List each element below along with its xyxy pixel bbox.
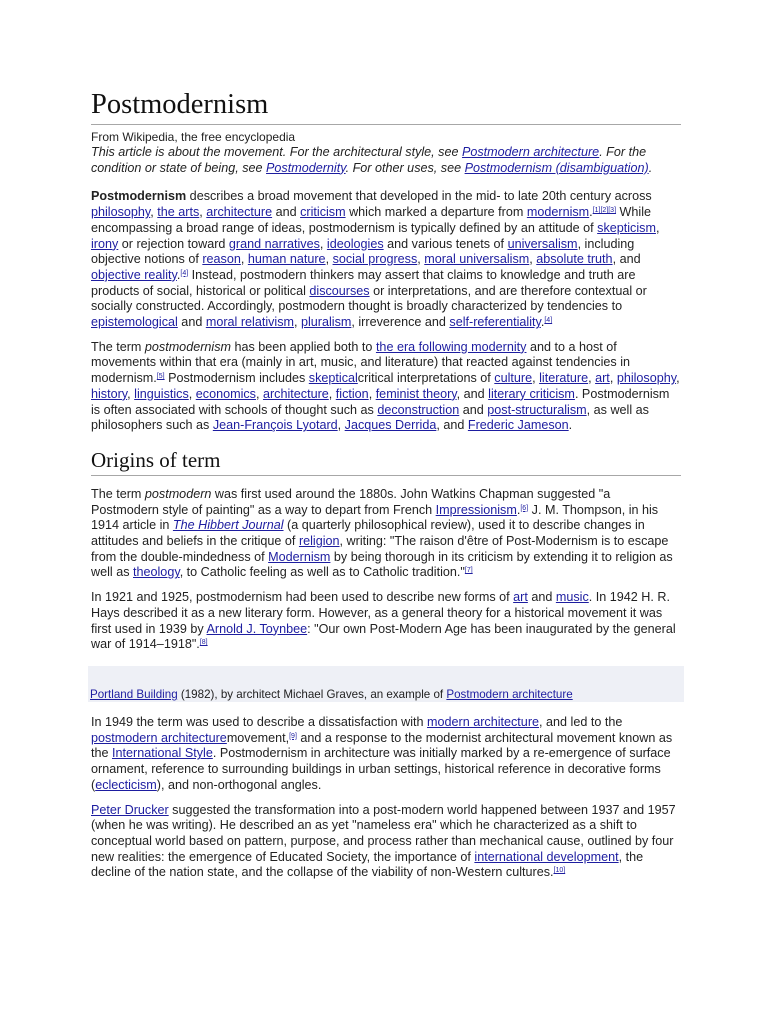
hatnote: [91, 145, 681, 176]
text-run: (1982), by architect Michael Graves, an example of: [177, 687, 447, 701]
wiki-link[interactable]: international development: [474, 849, 619, 864]
text-run: describes a broad movement that developed in the mid- to late 20th century across: [186, 189, 652, 204]
citation-link[interactable]: [4]: [544, 317, 553, 325]
wiki-link[interactable]: objective reality: [91, 267, 177, 282]
text-run: . For other uses, see: [345, 160, 465, 175]
text-run: ,: [532, 371, 540, 386]
text-run: .: [589, 205, 593, 220]
text-run: ,: [417, 252, 425, 267]
citation-link[interactable]: [5]: [156, 373, 165, 381]
text-run: critical interpretations of: [357, 371, 495, 386]
text-run: .: [176, 267, 181, 282]
wiki-link[interactable]: deconstruction: [377, 402, 460, 417]
text-run: , and: [436, 418, 468, 433]
wiki-link[interactable]: universalism: [507, 236, 578, 251]
text-run: ,: [255, 386, 263, 401]
citation-link[interactable]: [6]: [520, 504, 529, 512]
wiki-link[interactable]: theology: [133, 565, 180, 580]
later-paragraph-2: [91, 803, 681, 882]
text-run: ,: [529, 252, 537, 267]
wiki-link[interactable]: art: [513, 590, 528, 605]
text-run: The term: [91, 339, 145, 354]
wiki-link[interactable]: Frederic Jameson: [467, 418, 569, 433]
tagline: From Wikipedia, the free encyclopedia: [91, 130, 296, 144]
text-run: ,: [588, 371, 596, 386]
article: [91, 88, 681, 881]
text-run: and: [459, 402, 488, 417]
citation-link[interactable]: [8]: [199, 639, 208, 647]
text-run: , as well as philosophers such as: [91, 402, 649, 433]
text-run: ,: [199, 205, 207, 220]
text-run: ,: [676, 371, 680, 386]
text-run: ,: [294, 315, 301, 330]
text-run: While encompassing a broad range of ideas, postmodernism is typically defined by an attitude of: [91, 205, 652, 235]
text-run: or interpretations, and are therefore contextual or socially constructed. Accordingly, postmodern thought is broadly characterized by tendencies to: [91, 283, 647, 314]
wiki-link[interactable]: the arts: [157, 205, 200, 220]
text-run: , and: [612, 252, 641, 267]
text-run: was first used around the 1880s. John Watkins Chapman suggested "a Postmodern style of painting" as a way to depart from French: [91, 486, 611, 517]
text-run: ,: [655, 220, 660, 235]
origins-paragraph-1: [91, 487, 681, 581]
wiki-link[interactable]: philosophy: [91, 205, 151, 220]
citation-link[interactable]: [4]: [180, 269, 189, 277]
text-run: In 1921 and 1925, postmodernism had been used to describe new forms of: [91, 590, 514, 605]
text-run: J. M. Thompson, in his 1914 article in: [91, 502, 659, 533]
text-run: .: [648, 160, 653, 175]
wiki-link[interactable]: skeptical: [308, 371, 358, 386]
wiki-link-label: The Hibbert Journal: [172, 518, 284, 533]
text-run: . Postmodernism in architecture was initially marked by a re-emergence of surface ornament, reference to surrounding buildings in urban settings, historical reference in decorative forms (: [91, 746, 671, 792]
origins-paragraph-2: [91, 590, 681, 653]
text-run: or rejection toward: [118, 236, 229, 251]
wiki-link[interactable]: architecture: [262, 386, 329, 401]
text-run: ,: [609, 371, 617, 386]
text-run: , and led to the: [539, 714, 623, 729]
text-run: Instead, postmodern thinkers may assert that claims to knowledge and truth are products of social, historical or political: [91, 267, 636, 298]
wiki-link[interactable]: Arnold J. Toynbee: [206, 621, 308, 636]
wiki-link[interactable]: International Style: [112, 746, 213, 761]
text-run: and: [272, 205, 301, 220]
wiki-link[interactable]: linguistics: [134, 386, 189, 401]
wiki-link[interactable]: modern architecture: [427, 714, 540, 729]
wiki-link[interactable]: skepticism: [597, 220, 656, 235]
wiki-link[interactable]: architecture: [206, 205, 273, 220]
text-run: , writing: "The raison d'être of Post-Modernism is to escape from the double-mindedness of: [91, 534, 669, 564]
citation-link[interactable]: [9]: [289, 732, 297, 740]
later-paragraph-1: [91, 715, 681, 794]
text-run: . Postmodernism is often associated with schools of thought such as: [91, 386, 670, 417]
bold-term: Postmodernism: [91, 189, 187, 204]
text-run: and a response to the modernist architectural movement known as the: [91, 730, 673, 761]
wiki-link[interactable]: feminist theory: [375, 386, 457, 401]
wiki-link[interactable]: Peter Drucker: [91, 802, 169, 817]
wiki-link[interactable]: ideologies: [326, 236, 384, 251]
wiki-link[interactable]: discourses: [309, 283, 370, 298]
text-run: has been applied both to: [230, 339, 376, 354]
image-caption-box: [88, 666, 684, 702]
text-run: ,: [368, 386, 376, 401]
text-run: The term: [91, 486, 145, 501]
text-run: This article is about the movement. For the architectural style, see: [91, 145, 462, 159]
text-run: which marked a departure from: [345, 205, 527, 220]
wiki-link[interactable]: Postmodernity: [266, 160, 346, 175]
wiki-link[interactable]: absolute truth: [536, 252, 613, 267]
wiki-link[interactable]: [173, 518, 284, 532]
italic-term: postmodernism: [144, 339, 231, 354]
page-title: Postmodernism: [91, 88, 681, 125]
text-run: and to a host of movements within that era (mainly in art, music, and literature) that reacted against tendencies in modernism.: [91, 339, 630, 386]
text-run: In 1949 the term was used to describe a dissatisfaction with: [91, 714, 428, 729]
wiki-link[interactable]: Modernism: [268, 549, 331, 564]
text-run: ,: [337, 418, 345, 433]
wiki-link[interactable]: music: [555, 590, 589, 605]
text-run: ), and non-orthogonal angles.: [156, 777, 322, 792]
wiki-link[interactable]: culture: [494, 371, 533, 386]
text-run: ,: [188, 386, 196, 401]
wiki-link[interactable]: eclecticism: [95, 777, 157, 792]
text-run: ,: [127, 386, 135, 401]
intro-paragraph-1: [91, 189, 681, 330]
wiki-link[interactable]: the era following modernity: [375, 339, 527, 354]
text-run: .: [540, 315, 545, 330]
italic-term: postmodern: [144, 486, 212, 501]
wiki-link[interactable]: Postmodernism (disambiguation): [464, 160, 649, 175]
text-run: and various tenets of: [383, 236, 508, 251]
wiki-link[interactable]: Postmodern architecture: [461, 145, 600, 159]
citation-link[interactable]: [7]: [464, 567, 473, 575]
text-run: .: [568, 418, 573, 433]
text-run: (a quarterly philosophical review), used it to describe changes in attitudes and beliefs in the critique of: [91, 518, 645, 549]
image-caption: [90, 688, 573, 702]
wiki-link[interactable]: criticism: [300, 205, 346, 220]
wiki-link[interactable]: fiction: [335, 386, 369, 401]
wiki-link[interactable]: literary criticism: [488, 386, 575, 401]
wiki-link[interactable]: Jacques Derrida: [344, 418, 437, 433]
wiki-link[interactable]: literature: [539, 371, 589, 386]
wiki-link[interactable]: Impressionism: [435, 502, 517, 517]
text-run: ,: [325, 252, 333, 267]
text-run: movement,: [226, 730, 290, 745]
text-run: Postmodernism includes: [164, 371, 309, 386]
wiki-link[interactable]: social progress: [332, 252, 418, 267]
wiki-link[interactable]: reason: [202, 252, 241, 267]
text-run: and: [177, 315, 206, 330]
wiki-link[interactable]: Postmodern architecture: [446, 687, 573, 701]
wiki-link[interactable]: modernism: [526, 205, 590, 220]
text-run: , irreverence and: [351, 315, 450, 330]
text-run: suggested the transformation into a post-modern world happened between 1937 and 1957 (when he was writing). He described an as yet "nameless era" which he characterized as a shift to conceptual world based on pattern, purpose, and process rather than mechanical cause, outlined by four new realities: the emergence of Educated Society, the importance of: [91, 802, 676, 864]
wiki-link[interactable]: Portland Building: [90, 687, 178, 701]
citation-link[interactable]: [1][2][3]: [592, 207, 617, 215]
text-run: , the decline of the nation state, and the collapse of the viability of non-Western cultures.: [91, 849, 644, 880]
wiki-link[interactable]: philosophy: [616, 371, 677, 386]
wiki-link[interactable]: history: [91, 386, 128, 401]
wiki-link[interactable]: human nature: [247, 252, 326, 267]
text-run: and: [527, 590, 556, 605]
text-run: .: [516, 502, 521, 517]
citation-link[interactable]: [10]: [553, 867, 566, 875]
text-run: , to Catholic feeling as well as to Catholic tradition.": [179, 565, 465, 580]
text-run: , including objective notions of: [91, 236, 635, 267]
text-run: . For the condition or state of being, see: [91, 145, 647, 175]
wiki-link[interactable]: post-structuralism: [487, 402, 587, 417]
text-run: by being thorough in its criticism by extending it to religion as well as: [91, 549, 673, 580]
text-run: , and: [456, 386, 489, 401]
text-run: ,: [328, 386, 336, 401]
intro-paragraph-2: [91, 340, 681, 434]
wiki-link[interactable]: moral universalism: [424, 252, 530, 267]
wiki-link[interactable]: grand narratives: [228, 236, 320, 251]
text-run: ,: [150, 205, 158, 220]
section-heading-origins: Origins of term: [91, 447, 681, 476]
wiki-link[interactable]: postmodern architecture: [91, 730, 227, 745]
text-run: . In 1942 H. R. Hays described it as a new literary form. However, as a general theory for a historical movement it was first used in 1939 by: [91, 590, 670, 636]
wiki-link[interactable]: self-referentiality: [449, 315, 541, 330]
wiki-link[interactable]: epistemological: [91, 315, 178, 330]
wiki-link[interactable]: irony: [91, 236, 119, 251]
text-run: : "Our own Post-Modern Age has been inaugurated by the general war of 1914–1918".: [91, 621, 676, 652]
text-run: ,: [319, 236, 327, 251]
wiki-link[interactable]: art: [595, 371, 610, 386]
wiki-link[interactable]: religion: [298, 534, 340, 549]
text-run: ,: [240, 252, 248, 267]
wiki-link[interactable]: economics: [195, 386, 256, 401]
wiki-link[interactable]: moral relativism: [205, 315, 294, 330]
wiki-link[interactable]: Jean-François Lyotard: [212, 418, 338, 433]
wiki-link[interactable]: pluralism: [301, 315, 352, 330]
